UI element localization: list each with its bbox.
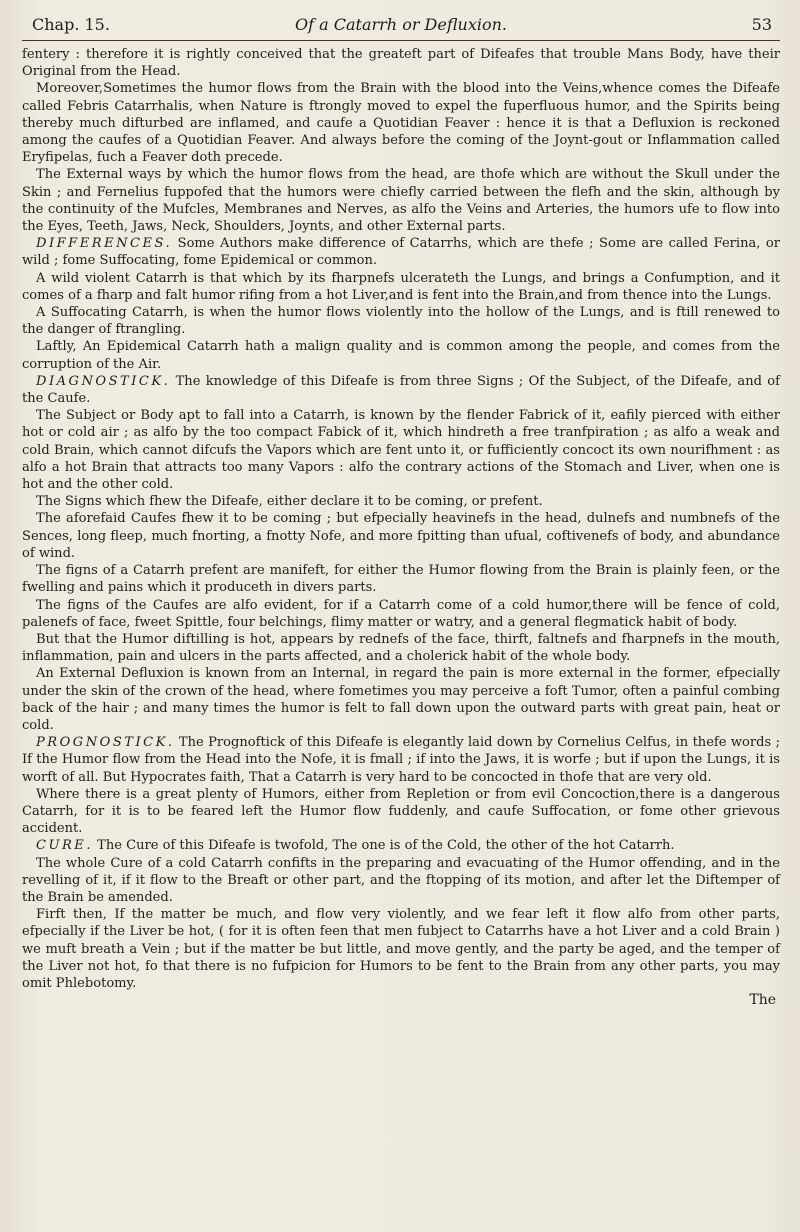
section-heading: PROGNOSTICK. [36, 735, 175, 751]
paragraph: The aforefaid Caufes fhew it to be coming ; but efpecially heavinefs in the head, dulnefs and numbnefs of the Sences, long fleep, much fnorting, a fnotty Nofe, and more fpitting than ufual, coftivenefs of body, and abundance of wind. [22, 511, 780, 561]
section-heading: CURE. [36, 838, 93, 854]
section-heading: DIFFERENCES. [36, 236, 173, 252]
running-title: Of a Catarrh or Defluxion. [295, 15, 507, 34]
section-paragraph: PROGNOSTICK. The Prognoftick of this Difeafe is elegantly laid down by Cornelius Celfus, in thefe words ; If the Humor flow from the Head into the Nofe, it is fmall ; if into the Jaws, it is worfe ; but if upon the Lungs, it is worft of all. But Hypocrates faith, That a Catarrh is very hard to be concocted in thofe that are very old. [22, 735, 780, 785]
section-paragraph: CURE. The Cure of this Difeafe is twofold, The one is of the Cold, the other of the hot Catarrh. [36, 838, 675, 854]
paragraph: A wild violent Catarrh is that which by its fharpnefs ulcerateth the Lungs, and brings a Confumption, and it comes of a fharp and falt humor rifing from a hot Liver,and is fent into the Brain,and from thence into the Lungs. [22, 270, 780, 303]
paragraph: Moreover,Sometimes the humor flows from the Brain with the blood into the Veins,whence comes the Difeafe called Febris Catarrhalis, when Nature is ftrongly moved to expel the fuperfluous humor, and the Spirits being thereby much difturbed are inflamed, and caufe a Quotidian Feaver : hence it is that a Defluxion is reckoned among the caufes of a Quotidian Feaver. And always before the coming of the Joynt-gout or Inflammation called Eryfipelas, fuch a Feaver doth precede. [22, 81, 780, 166]
paragraph: Laftly, An Epidemical Catarrh hath a malign quality and is common among the people, and comes from the corruption of the Air. [22, 339, 780, 372]
body-text [22, 46, 780, 1009]
paragraph: The Signs which fhew the Difeafe, either declare it to be coming, or prefent. [36, 494, 543, 510]
paragraph: The Subject or Body apt to fall into a Catarrh, is known by the flender Fabrick of it, eafily pierced with either hot or cold air ; as alfo by the too compact Fabick of it, which hindreth a free tranfpiration ; as alfo a weak and cold Brain, which cannot difcufs the Vapors which are fent unto it, or fufficiently concoct its own nourifhment : as alfo a hot Brain that attracts too many Vapors : alfo the contrary actions of the Stomach and Liver, when one is hot and the other cold. [22, 408, 780, 493]
paragraph: The External ways by which the humor flows from the head, are thofe which are without the Skull under the Skin ; and Fernelius fuppofed that the humors were chiefly carried between the flefh and the skin, although by the continuity of the Mufcles, Membranes and Nerves, as alfo the Veins and Arteries, the humors ufe to flow into the Eyes, Teeth, Jaws, Neck, Shoulders, Joynts, and other External parts. [22, 167, 780, 235]
paragraph: An External Defluxion is known from an Internal, in regard the pain is more external in the former, efpecially under the skin of the crown of the head, where fometimes you may perceive a foft Tumor, often a painful combing back of the hair ; and many times the humor is felt to fall down upon the outward parts with great pain, heat or cold. [22, 666, 780, 733]
section-heading: DIAGNOSTICK. [36, 373, 171, 389]
paragraph: Firft then, If the matter be much, and flow very violently, and we fear left it flow alfo from other parts, efpecially if the Liver be hot, ( for it is often feen that men fubject to Catarrhs have a hot Liver and a cold Brain ) we muft breath a Vein ; but if the matter be but little, and move gently, and the party be aged, and the temper of the Liver not hot, fo that there is no fufpicion for Humors to be fent to the Brain from any other parts, you may omit Phlebotomy. [22, 907, 780, 991]
chapter-label: Chap. 15. [32, 15, 110, 34]
paragraph: But that the Humor diftilling is hot, appears by rednefs of the face, thirft, faltnefs and fharpnefs in the mouth, inflammation, pain and ulcers in the parts affected, and a cholerick habit of the whole body. [22, 631, 780, 665]
paragraph: The figns of a Catarrh prefent are manifeft, for either the Humor flowing from the Brain is plainly feen, or the fwelling and pains which it produceth in divers parts. [22, 563, 780, 596]
paragraph: A Suffocating Catarrh, is when the humor flows violently into the hollow of the Lungs, and is ftill renewed to the danger of ftrangling. [22, 305, 780, 338]
section-paragraph: DIFFERENCES. Some Authors make difference of Catarrhs, which are thefe ; Some are called Ferina, or wild ; fome Suffocating, fome Epidemical or common. [22, 236, 780, 269]
running-header [22, 0, 780, 41]
paragraph: The whole Cure of a cold Catarrh confifts in the preparing and evacuating of the Humor offending, and in the revelling of it, if it flow to the Breaft or other part, and the ftopping of its motion, and after let the Diftemper of the Brain be amended. [22, 855, 780, 905]
paragraph: The figns of the Caufes are alfo evident, for if a Catarrh come of a cold humor,there will be fence of cold, palenefs of face, fweet Spittle, four belchings, flimy matter or watry, and a general flegmatick habit of body. [22, 597, 780, 630]
paragraph: Where there is a great plenty of Humors, either from Repletion or from evil Concoction,there is a dangerous Catarrh, for it is to be feared left the Humor flow fuddenly, and caufe Suffocation, or fome other grievous accident. [22, 786, 780, 837]
catchword: The [749, 992, 776, 1009]
page-number: 53 [751, 15, 772, 34]
paragraph: fentery : therefore it is rightly conceived that the greateft part of Difeafes that trouble Mans Body, have their Original from the Head. [22, 47, 780, 80]
section-paragraph: DIAGNOSTICK. The knowledge of this Difeafe is from three Signs ; Of the Subject, of the Difeafe, and of the Caufe. [22, 373, 780, 407]
